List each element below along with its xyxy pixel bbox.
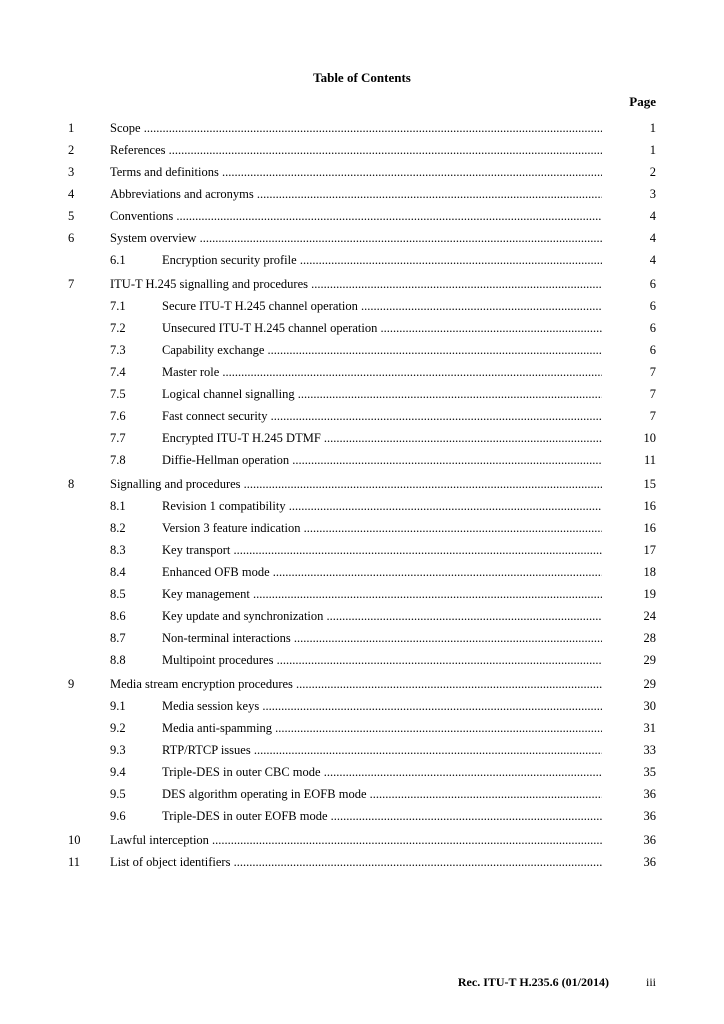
toc-entry-number: 7.4 — [110, 365, 126, 379]
toc-entry[interactable] — [68, 295, 656, 317]
toc-entry-title: Encrypted ITU-T H.245 DTMF ..... — [162, 427, 602, 449]
toc-entry-number: 4 — [68, 187, 75, 201]
toc-entry-title: Abbreviations and acronyms ..... — [110, 183, 602, 205]
toc-entry[interactable] — [68, 449, 656, 471]
toc-entry[interactable] — [68, 851, 656, 873]
toc-entry[interactable] — [68, 605, 656, 627]
toc-entry-number: 7.5 — [110, 387, 126, 401]
toc-entry-page: 30 — [643, 699, 656, 713]
toc-entry-number: 5 — [68, 209, 75, 223]
toc-entry-title: Triple-DES in outer CBC mode ..... — [162, 761, 602, 783]
toc-entry-page: 19 — [643, 587, 656, 601]
toc-entry-page: 6 — [649, 299, 656, 313]
toc-entry-page: 18 — [643, 565, 656, 579]
toc-entry[interactable] — [68, 117, 656, 139]
toc-entry-title: Multipoint procedures ..... — [162, 649, 602, 671]
toc-entry-number: 9.4 — [110, 765, 126, 779]
toc-entry-number: 7.2 — [110, 321, 126, 335]
toc-entry[interactable] — [68, 227, 656, 249]
toc-entry-number: 8.3 — [110, 543, 126, 557]
toc-entry[interactable] — [68, 695, 656, 717]
toc-entry-number: 7.1 — [110, 299, 126, 313]
toc-entry-number: 11 — [68, 855, 81, 869]
toc-entry-page: 4 — [649, 209, 656, 223]
page-title: Table of Contents — [313, 70, 411, 85]
toc-entry-title: Logical channel signalling ..... — [162, 383, 602, 405]
toc-entry-number: 7 — [68, 277, 75, 291]
toc-entry-page: 29 — [643, 653, 656, 667]
toc-entry-page: 6 — [649, 321, 656, 335]
toc-entry-page: 1 — [649, 121, 656, 135]
toc-entry-page: 4 — [649, 231, 656, 245]
footer-page-number: iii — [645, 975, 656, 989]
toc-entry-page: 1 — [649, 143, 656, 157]
toc-entry-number: 2 — [68, 143, 75, 157]
toc-entry-title: Conventions ..... — [110, 205, 602, 227]
toc-entry-title: Media session keys ..... — [162, 695, 602, 717]
toc-entry-number: 10 — [68, 833, 81, 847]
toc-entry[interactable] — [68, 427, 656, 449]
toc-entry[interactable] — [68, 583, 656, 605]
toc-entry[interactable] — [68, 139, 656, 161]
toc-entry-page: 7 — [649, 365, 656, 379]
toc-entry[interactable] — [68, 673, 656, 695]
toc-entry-title: Unsecured ITU-T H.245 channel operation ..... — [162, 317, 602, 339]
toc-entry-number: 9.3 — [110, 743, 126, 757]
toc-entry[interactable] — [68, 783, 656, 805]
footer-document-id: Rec. ITU-T H.235.6 (01/2014) — [457, 975, 609, 989]
toc-entry-number: 9.5 — [110, 787, 126, 801]
toc-entry[interactable] — [68, 517, 656, 539]
toc-entry-page: 31 — [643, 721, 656, 735]
toc-entry-page: 7 — [649, 409, 656, 423]
toc-entry-number: 8.7 — [110, 631, 126, 645]
toc-entry-page: 7 — [649, 387, 656, 401]
toc-entry[interactable] — [68, 317, 656, 339]
toc-entry-number: 8.5 — [110, 587, 126, 601]
toc-entry-title: List of object identifiers ..... — [110, 851, 602, 873]
toc-entry[interactable] — [68, 739, 656, 761]
toc-entry-number: 8.8 — [110, 653, 126, 667]
toc-entry-title: Triple-DES in outer EOFB mode ..... — [162, 805, 602, 827]
toc-entry-page: 3 — [649, 187, 656, 201]
toc-entry-page: 16 — [643, 521, 656, 535]
toc-entry-number: 7.6 — [110, 409, 126, 423]
toc-entry-page: 17 — [643, 543, 656, 557]
toc-entry-number: 8.4 — [110, 565, 126, 579]
toc-entry-title: Enhanced OFB mode ..... — [162, 561, 602, 583]
toc-entry-page: 36 — [643, 787, 656, 801]
toc-entry[interactable] — [68, 717, 656, 739]
toc-entry-title: Signalling and procedures ..... — [110, 473, 602, 495]
toc-entry-number: 9.1 — [110, 699, 126, 713]
toc-entry-page: 4 — [649, 253, 656, 267]
toc-entry-number: 7.8 — [110, 453, 126, 467]
toc-entry-page: 24 — [643, 609, 656, 623]
toc-entry-title: References ..... — [110, 139, 602, 161]
toc-entry-number: 8 — [68, 477, 75, 491]
toc-entry-page: 10 — [643, 431, 656, 445]
toc-entry-title: Secure ITU-T H.245 channel operation ..... — [162, 295, 602, 317]
toc-entry[interactable] — [68, 183, 656, 205]
toc-entry[interactable] — [68, 473, 656, 495]
toc-entry-title: System overview ..... — [110, 227, 602, 249]
toc-entry-number: 1 — [68, 121, 75, 135]
toc-entry[interactable] — [68, 495, 656, 517]
page-footer — [458, 975, 656, 990]
toc-entry-number: 9 — [68, 677, 75, 691]
toc-entry[interactable] — [68, 161, 656, 183]
toc-entry-title: Encryption security profile ..... — [162, 249, 602, 271]
toc-entry-title: Key management ..... — [162, 583, 602, 605]
toc-entry[interactable] — [68, 829, 656, 851]
toc-entry-page: 36 — [643, 833, 656, 847]
toc-entry-number: 6.1 — [110, 253, 126, 267]
toc-entry-title: Terms and definitions ..... — [110, 161, 602, 183]
toc-entry-title: Lawful interception ..... — [110, 829, 602, 851]
toc-entry-number: 6 — [68, 231, 75, 245]
toc-entry-title: Scope ..... — [110, 117, 602, 139]
toc-entry[interactable] — [68, 361, 656, 383]
toc-entry-title: Version 3 feature indication ..... — [162, 517, 602, 539]
toc-entry[interactable] — [68, 383, 656, 405]
toc-entry-number: 8.6 — [110, 609, 126, 623]
toc-entry-title: Diffie-Hellman operation ..... — [162, 449, 602, 471]
toc-entry-page: 6 — [649, 343, 656, 357]
toc-entry-number: 9.6 — [110, 809, 126, 823]
toc-entry-page: 28 — [643, 631, 656, 645]
toc-entry[interactable] — [68, 649, 656, 671]
toc-entry[interactable] — [68, 561, 656, 583]
toc-entry-title: Fast connect security ..... — [162, 405, 602, 427]
toc-entry-page: 29 — [643, 677, 656, 691]
toc-entry-page: 36 — [643, 855, 656, 869]
toc-entry-page: 33 — [643, 743, 656, 757]
toc-entry-title: Key transport ..... — [162, 539, 602, 561]
toc-entry-title: ITU-T H.245 signalling and procedures ..... — [110, 273, 602, 295]
toc-entry[interactable] — [68, 805, 656, 827]
toc-entry-title: Revision 1 compatibility ..... — [162, 495, 602, 517]
table-of-contents — [68, 117, 656, 873]
toc-entry-page: 11 — [643, 453, 656, 467]
toc-entry-page: 36 — [643, 809, 656, 823]
toc-entry-page: 15 — [643, 477, 656, 491]
toc-entry-number: 7.7 — [110, 431, 126, 445]
toc-entry-number: 7.3 — [110, 343, 126, 357]
toc-entry-number: 9.2 — [110, 721, 126, 735]
toc-entry-title: Key update and synchronization ..... — [162, 605, 602, 627]
toc-entry[interactable] — [68, 339, 656, 361]
toc-entry[interactable] — [68, 405, 656, 427]
toc-entry-number: 3 — [68, 165, 75, 179]
toc-entry[interactable] — [68, 539, 656, 561]
toc-entry-title: Media anti-spamming ..... — [162, 717, 602, 739]
page-column-header: Page — [629, 94, 656, 109]
toc-entry[interactable] — [68, 273, 656, 295]
toc-entry-page: 16 — [643, 499, 656, 513]
toc-entry-title: Non-terminal interactions ..... — [162, 627, 602, 649]
toc-entry-title: Media stream encryption procedures ..... — [110, 673, 602, 695]
toc-entry-page: 35 — [643, 765, 656, 779]
toc-entry-page: 2 — [649, 165, 656, 179]
toc-entry-title: DES algorithm operating in EOFB mode ..... — [162, 783, 602, 805]
toc-entry[interactable] — [68, 249, 656, 271]
toc-entry[interactable] — [68, 761, 656, 783]
toc-entry[interactable] — [68, 205, 656, 227]
toc-entry[interactable] — [68, 627, 656, 649]
toc-entry-number: 8.1 — [110, 499, 126, 513]
toc-entry-title: Master role ..... — [162, 361, 602, 383]
toc-entry-title: Capability exchange ..... — [162, 339, 602, 361]
toc-entry-page: 6 — [649, 277, 656, 291]
toc-entry-title: RTP/RTCP issues ..... — [162, 739, 602, 761]
toc-entry-number: 8.2 — [110, 521, 126, 535]
